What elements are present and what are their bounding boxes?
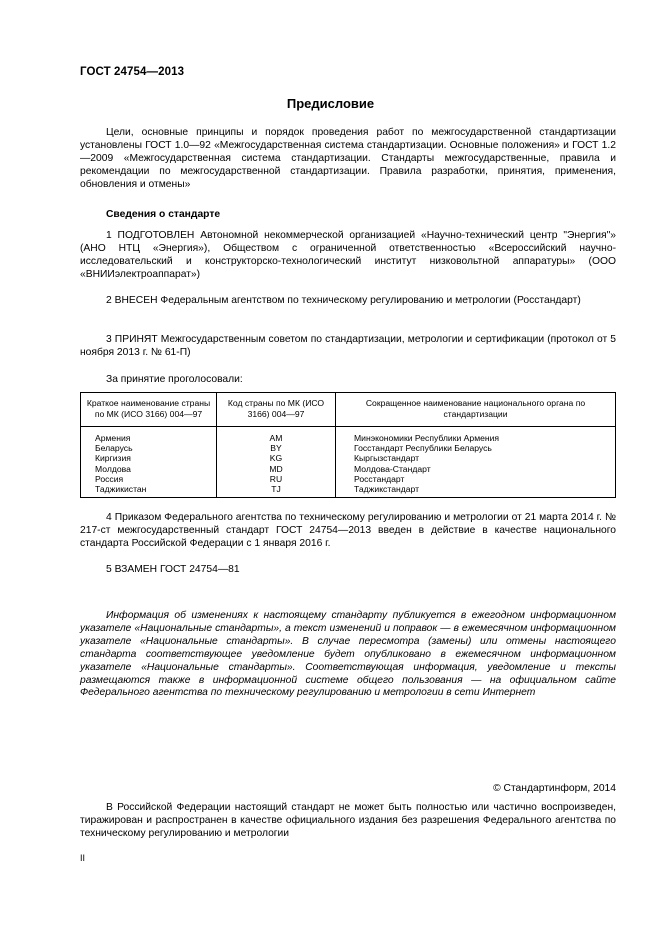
page-title: Предисловие (286, 96, 375, 111)
table-row (81, 474, 616, 484)
code-cell: TJ (217, 484, 336, 498)
standard-code-header: ГОСТ 24754—2013 (80, 66, 185, 78)
changes-info-notice: Информация об изменениях к настоящему стандарту публикуется в ежегодном информационном указателе «Национальные стандарты», а текст изменений и поправок — в ежемесячном информационном указателе «Национальные стандарты». В случае пересмотра (замены) или отмены настоящего стандарта соответствующее уведомление будет опубликовано в ежемесячном информационном указателе «Национальные стандарты». Соответствующая информация, уведомление и тексты размещаются также в информационной системе общего пользования — на официальном сайте Федерального агентства по техническому регулированию и метрологии в сети Интернет (80, 610, 616, 699)
country-cell: Россия (81, 474, 217, 484)
reproduction-notice: В Российской Федерации настоящий стандарт не может быть полностью или частично воспроизведен, тиражирован и распространен в качестве официального издания без разрешения Федерального агентства по техническому регулированию и метрологии (80, 802, 616, 839)
intro-paragraph: Цели, основные принципы и порядок проведения работ по межгосударственной стандартизации установлены ГОСТ 1.0—92 «Межгосударственная система стандартизации. Основные положения» и ГОСТ 1.2—2009 «Межгосударственная система стандартизации. Стандарты межгосударственные, правила и рекомендации по межгосударственной стандартизации. Правила разработки, принятия, применения, обновления и отмены» (80, 127, 616, 190)
header-country: Краткое наименование страны по МК (ИСО 3166) 004—97 (81, 393, 217, 427)
org-cell: Минэкономики Республики Армения (336, 427, 616, 444)
table-row (81, 453, 616, 463)
country-cell: Армения (81, 427, 217, 444)
code-cell: BY (217, 443, 336, 453)
item-replaces: 5 ВЗАМЕН ГОСТ 24754—81 (106, 564, 240, 575)
item-order: 4 Приказом Федерального агентства по техническому регулированию и метрологии от 21 марта 2014 г. № 217-ст межгосударственный стандарт ГОСТ 24754—2013 введен в действие в качестве национального стандарта Российской Федерации с 1 января 2016 г. (80, 512, 616, 549)
code-cell: KG (217, 453, 336, 463)
votes-table-header (81, 393, 616, 427)
page-number: II (80, 853, 86, 863)
country-cell: Киргизия (81, 453, 217, 463)
country-cell: Молдова (81, 464, 217, 474)
table-row (81, 464, 616, 474)
standard-info-heading: Сведения о стандарте (106, 209, 221, 220)
header-code: Код страны по МК (ИСО 3166) 004—97 (217, 393, 336, 427)
votes-table (80, 392, 616, 498)
table-row (81, 484, 616, 498)
table-row (81, 427, 616, 444)
code-cell: AM (217, 427, 336, 444)
voted-label: За принятие проголосовали: (106, 374, 243, 385)
table-row (81, 443, 616, 453)
org-cell: Госстандарт Республики Беларусь (336, 443, 616, 453)
copyright-line: © Стандартинформ, 2014 (493, 783, 616, 794)
country-cell: Беларусь (81, 443, 217, 453)
item-prepared: 1 ПОДГОТОВЛЕН Автономной некоммерческой организацией «Научно-технический центр "Энергия"» (АНО НТЦ «Энергия»), Обществом с ограниченной ответственностью «Всероссийский научно-исследовательский и конструкторско-технологический институт низковольтной аппаратуры» (ООО «ВНИИэлектроаппарат») (80, 230, 616, 280)
item-introduced: 2 ВНЕСЕН Федеральным агентством по техническому регулированию и метрологии (Росстандарт) (106, 295, 581, 306)
org-cell: Росстандарт (336, 474, 616, 484)
org-cell: Кыргызстандарт (336, 453, 616, 463)
org-cell: Молдова-Стандарт (336, 464, 616, 474)
code-cell: MD (217, 464, 336, 474)
org-cell: Таджикстандарт (336, 484, 616, 498)
item-adopted: 3 ПРИНЯТ Межгосударственным советом по стандартизации, метрологии и сертификации (протокол от 5 ноября 2013 г. № 61-П) (80, 334, 616, 358)
country-cell: Таджикистан (81, 484, 217, 498)
header-org: Сокращенное наименование национального органа по стандартизации (336, 393, 616, 427)
code-cell: RU (217, 474, 336, 484)
